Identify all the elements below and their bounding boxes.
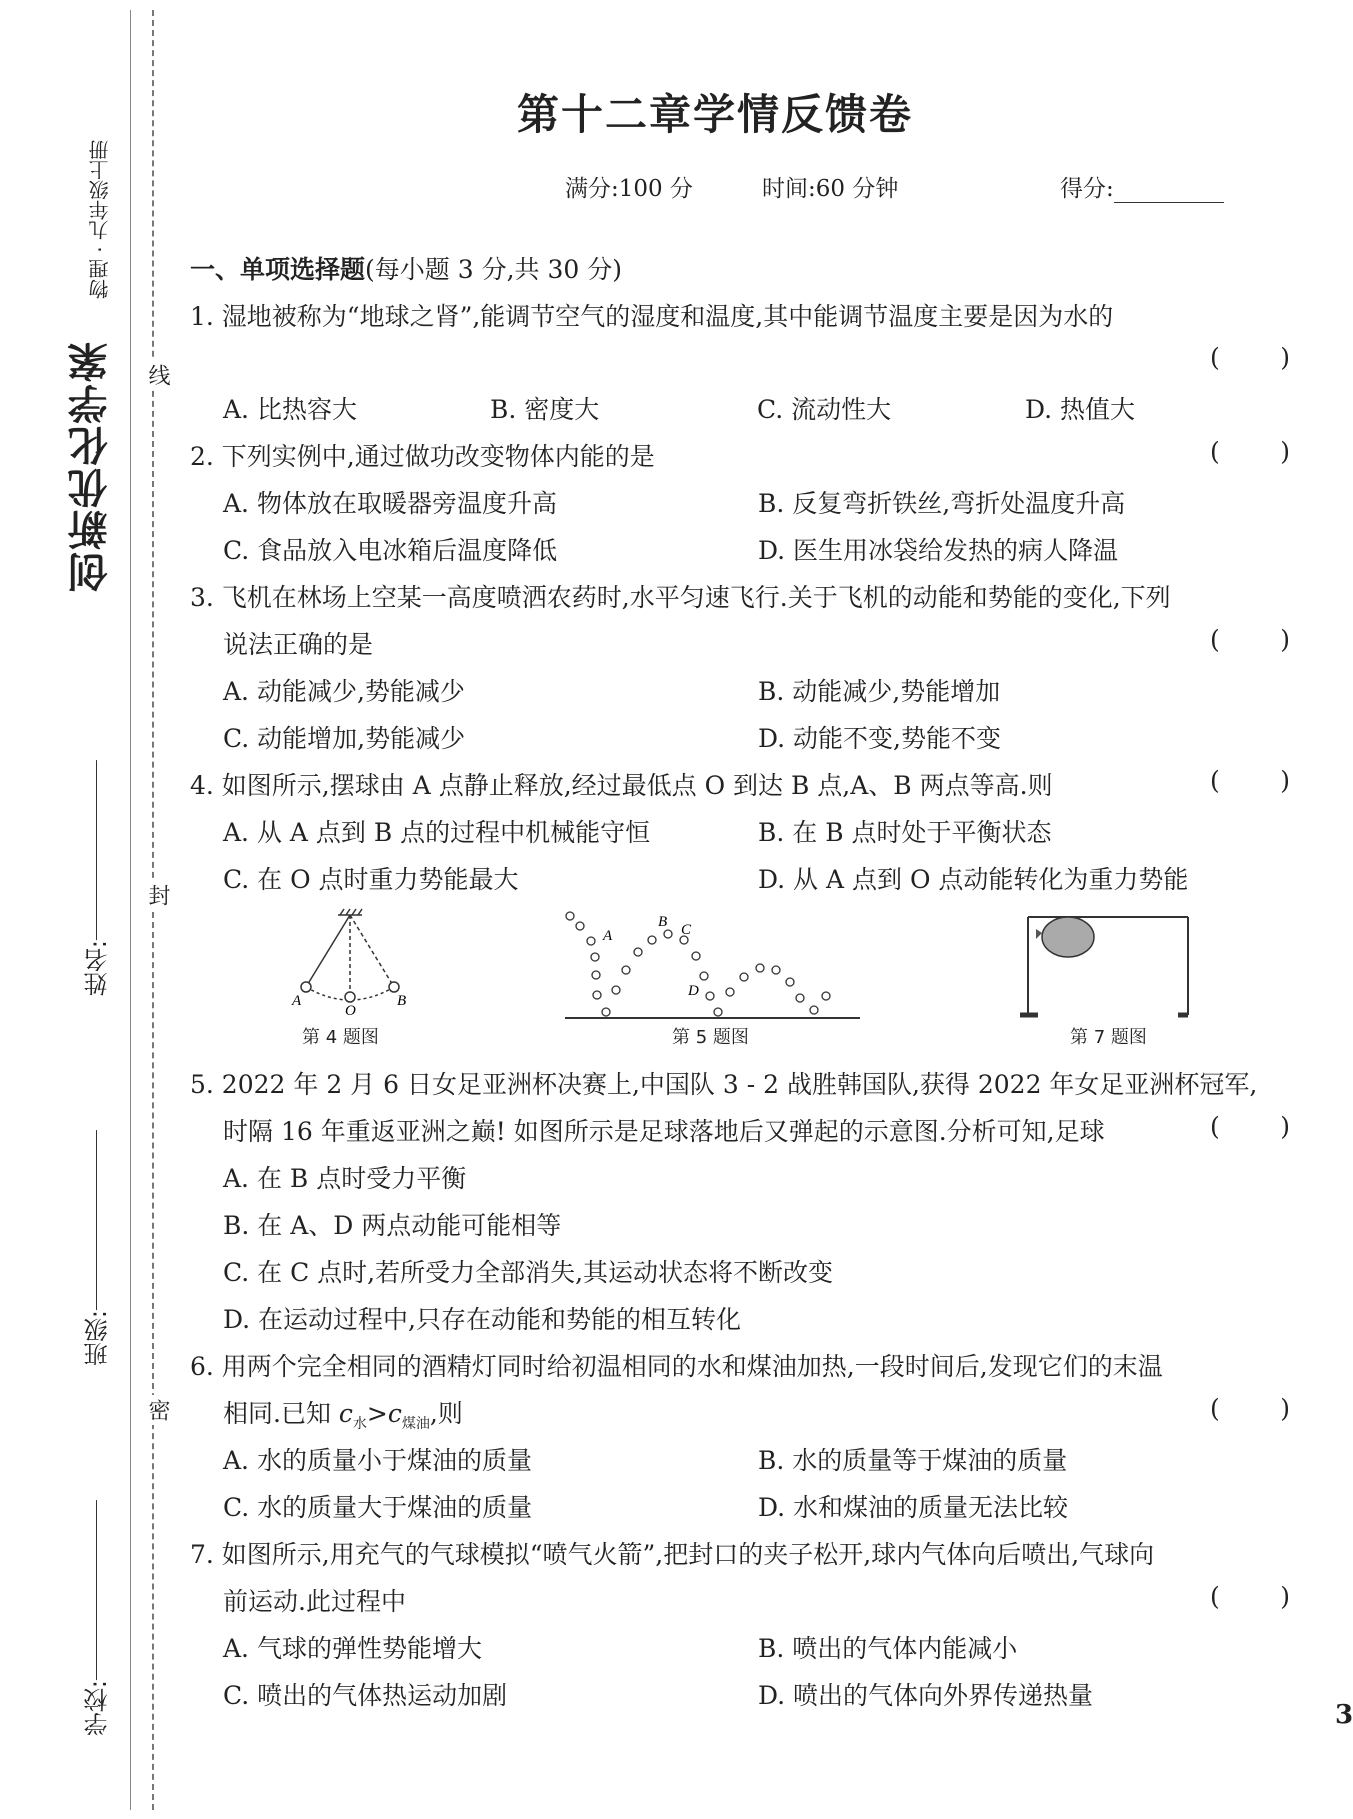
q1-option-a[interactable]: A. 比热容大 [223, 395, 357, 424]
brand-logo-text: 创新优化学案 [68, 340, 114, 592]
q4-option-d[interactable]: D. 从 A 点到 O 点动能转化为重力势能 [758, 865, 1189, 894]
fig4-label-o: O [345, 1003, 356, 1019]
q7-answer-bracket[interactable]: ( ) [1210, 1582, 1290, 1611]
q1-stem: 1. 湿地被称为“地球之肾”,能调节空气的湿度和温度,其中能调节温度主要是因为水的 [190, 302, 1114, 331]
fig5-label-a: A [603, 928, 613, 944]
q2-option-c[interactable]: C. 食品放入电冰箱后温度降低 [223, 536, 558, 565]
score-blank[interactable] [1114, 180, 1224, 203]
school-field[interactable] [80, 1500, 115, 1736]
q2-option-b[interactable]: B. 反复弯折铁丝,弯折处温度升高 [758, 489, 1126, 518]
school-blank[interactable] [97, 1500, 98, 1680]
q6-option-b[interactable]: B. 水的质量等于煤油的质量 [758, 1446, 1068, 1475]
q3-option-b[interactable]: B. 动能减少,势能增加 [758, 677, 1001, 706]
q6-option-a[interactable]: A. 水的质量小于煤油的质量 [223, 1446, 532, 1475]
q5-option-b[interactable]: B. 在 A、D 两点动能可能相等 [223, 1211, 562, 1240]
q2-stem: 2. 下列实例中,通过做功改变物体内能的是 [190, 442, 655, 471]
q7-option-d[interactable]: D. 喷出的气体向外界传递热量 [758, 1681, 1094, 1710]
class-label: 班级: [84, 1310, 112, 1367]
fig5-label-d: D [688, 983, 699, 999]
q7-option-c[interactable]: C. 喷出的气体热运动加剧 [223, 1681, 508, 1710]
q6-stem-cont: 相同.已知 $c_水>c_{煤油}$,则 [223, 1399, 463, 1432]
page-number: 3 [1335, 1700, 1353, 1730]
seal-mark-line: 线 [142, 360, 173, 390]
q6-answer-bracket[interactable]: ( ) [1210, 1394, 1290, 1423]
q7-stem-cont: 前运动.此过程中 [223, 1587, 406, 1616]
score-label: 得分: [1060, 176, 1114, 202]
name-blank[interactable] [97, 760, 98, 940]
fig7-caption: 第 7 题图 [1070, 1027, 1147, 1048]
q3-option-a[interactable]: A. 动能减少,势能减少 [223, 677, 465, 706]
balloon [1042, 917, 1094, 957]
class-blank[interactable] [97, 1130, 98, 1310]
margin-cut-line [152, 10, 154, 1810]
seal-mark-feng: 封 [142, 880, 173, 910]
q3-stem: 3. 飞机在林场上空某一高度喷洒农药时,水平匀速飞行.关于飞机的动能和势能的变化,下列 [190, 583, 1171, 612]
figure-pendulum [280, 905, 420, 1019]
time-limit: 时间:60 分钟 [762, 176, 899, 202]
q4-option-a[interactable]: A. 从 A 点到 B 点的过程中机械能守恒 [223, 818, 651, 847]
fig5-label-c: C [681, 922, 692, 938]
q1-answer-bracket[interactable]: ( ) [1210, 343, 1290, 372]
fig4-caption: 第 4 题图 [302, 1027, 379, 1048]
q5-stem: 5. 2022 年 2 月 6 日女足亚洲杯决赛上,中国队 3 - 2 战胜韩国队,获得 2022 年女足亚洲杯冠军, [190, 1070, 1258, 1099]
fig4-label-b: B [397, 993, 407, 1009]
section-heading: 一、单项选择题(每小题 3 分,共 30 分) [190, 255, 622, 284]
q4-answer-bracket[interactable]: ( ) [1210, 766, 1290, 795]
q6-option-d[interactable]: D. 水和煤油的质量无法比较 [758, 1493, 1069, 1522]
q7-option-a[interactable]: A. 气球的弹性势能增大 [223, 1634, 482, 1663]
fig5-label-b: B [658, 914, 668, 930]
q3-option-d[interactable]: D. 动能不变,势能不变 [758, 724, 1001, 753]
q1-option-b[interactable]: B. 密度大 [490, 395, 600, 424]
q6-option-c[interactable]: C. 水的质量大于煤油的质量 [223, 1493, 533, 1522]
q3-option-c[interactable]: C. 动能增加,势能减少 [223, 724, 466, 753]
q1-option-c[interactable]: C. 流动性大 [757, 395, 892, 424]
q2-answer-bracket[interactable]: ( ) [1210, 437, 1290, 466]
q4-stem: 4. 如图所示,摆球由 A 点静止释放,经过最低点 O 到达 B 点,A、B 两点等高.则 [190, 771, 1053, 800]
figure-balloon-rocket [1020, 905, 1190, 1020]
margin-solid-line [130, 10, 131, 1810]
q4-option-b[interactable]: B. 在 B 点时处于平衡状态 [758, 818, 1052, 847]
name-field[interactable] [80, 760, 115, 996]
q5-option-a[interactable]: A. 在 B 点时受力平衡 [223, 1164, 467, 1193]
q4-option-c[interactable]: C. 在 O 点时重力势能最大 [223, 865, 519, 894]
name-label: 姓名: [84, 940, 112, 997]
q2-option-d[interactable]: D. 医生用冰袋给发热的病人降温 [758, 536, 1119, 565]
q5-answer-bracket[interactable]: ( ) [1210, 1112, 1290, 1141]
q2-option-a[interactable]: A. 物体放在取暖器旁温度升高 [223, 489, 557, 518]
q5-stem-cont: 时隔 16 年重返亚洲之巅! 如图所示是足球落地后又弹起的示意图.分析可知,足球 [223, 1117, 1105, 1146]
subject-label: 物理 · 九年级上册 [88, 140, 112, 300]
q3-stem-cont: 说法正确的是 [223, 630, 374, 659]
seal-mark-mi: 密 [142, 1395, 173, 1425]
q5-option-c[interactable]: C. 在 C 点时,若所受力全部消失,其运动状态将不断改变 [223, 1258, 834, 1287]
binding-margin [0, 0, 170, 1819]
q5-option-d[interactable]: D. 在运动过程中,只存在动能和势能的相互转化 [223, 1305, 741, 1334]
fig5-caption: 第 5 题图 [672, 1027, 749, 1048]
score-field[interactable] [1060, 170, 1224, 203]
q7-stem: 7. 如图所示,用充气的气球模拟“喷气火箭”,把封口的夹子松开,球内气体向后喷出,气球向 [190, 1540, 1155, 1569]
class-field[interactable] [80, 1130, 115, 1366]
figure-football-bounce [560, 900, 860, 1025]
q7-option-b[interactable]: B. 喷出的气体内能减小 [758, 1634, 1018, 1663]
q6-stem: 6. 用两个完全相同的酒精灯同时给初温相同的水和煤油加热,一段时间后,发现它们的末温 [190, 1352, 1163, 1381]
page-title: 第十二章学情反馈卷 [516, 90, 913, 139]
school-label: 学校: [84, 1680, 112, 1737]
full-score: 满分:100 分 [565, 176, 693, 202]
q3-answer-bracket[interactable]: ( ) [1210, 625, 1290, 654]
q1-option-d[interactable]: D. 热值大 [1025, 395, 1136, 424]
fig4-label-a: A [292, 993, 302, 1009]
